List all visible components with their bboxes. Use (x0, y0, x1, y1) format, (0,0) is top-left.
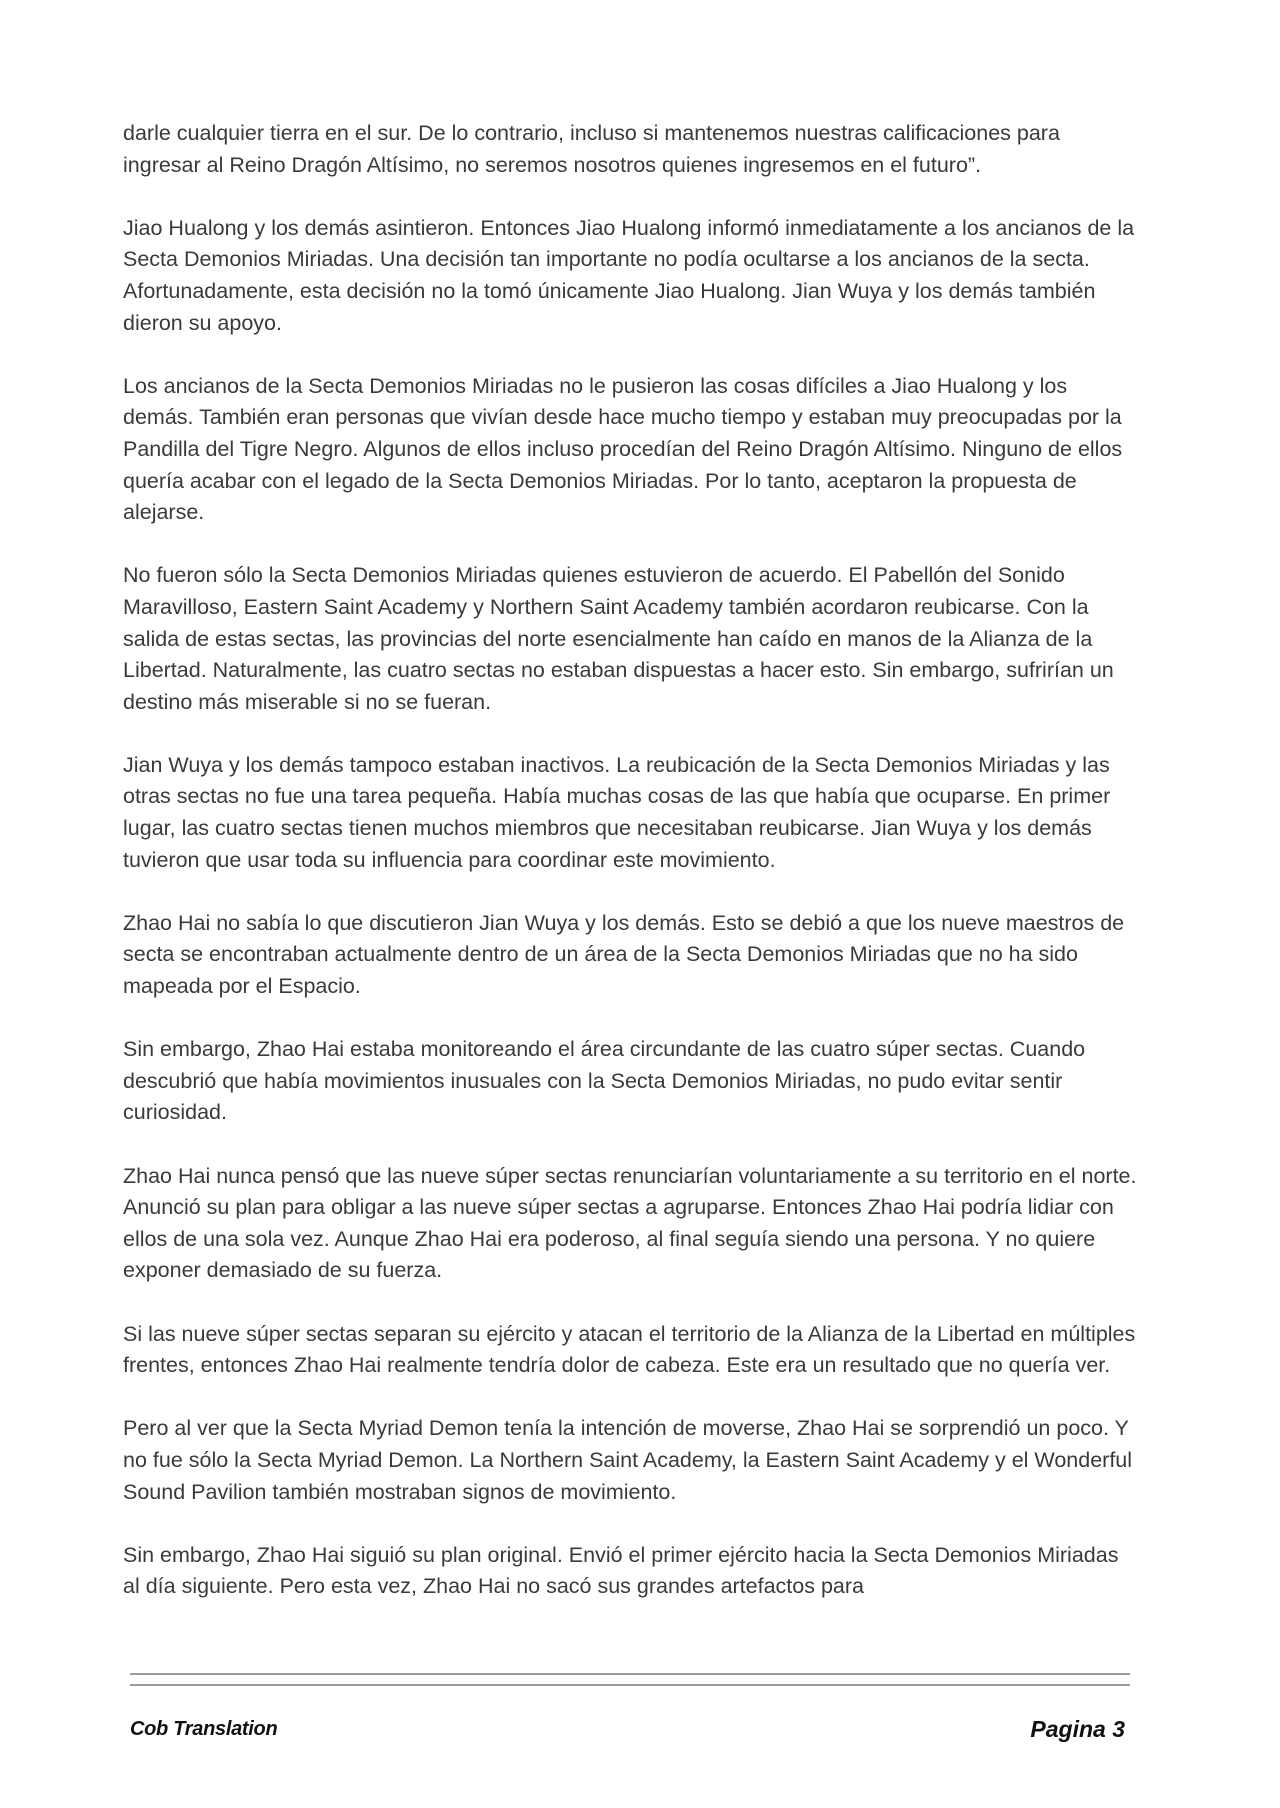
paragraph-6: Zhao Hai no sabía lo que discutieron Jian Wuya y los demás. Esto se debió a que los nueve maestros de secta se encontraban actualmente dentro de un área de la Secta Demonios Miriadas que no ha sido mapeada por el Espacio. (123, 910, 1125, 999)
paragraph-8: Zhao Hai nunca pensó que las nueve súper sectas renunciarían voluntariamente a su territorio en el norte. Anunció su plan para obligar a las nueve súper sectas a agruparse. Entonces Zhao Hai podría lidiar con ellos de una sola vez. Aunque Zhao Hai era poderoso, al final seguía siendo una persona. Y no quiere exponer demasiado de su fuerza. (123, 1163, 1137, 1283)
footer-divider-top (130, 1673, 1130, 1675)
paragraph-11: Sin embargo, Zhao Hai siguió su plan original. Envió el primer ejército hacia la Secta Demonios Miriadas al día siguiente. Pero esta vez, Zhao Hai no sacó sus grandes artefactos para (123, 1542, 1119, 1599)
paragraph-2: Jiao Hualong y los demás asintieron. Entonces Jiao Hualong informó inmediatamente a los ancianos de la Secta Demonios Miriadas. Una decisión tan importante no podía ocultarse a los ancianos de la secta. Afortunadamente, esta decisión no la tomó únicamente Jiao Hualong. Jian Wuya y los demás también dieron su apoyo. (123, 215, 1135, 335)
paragraph-4: No fueron sólo la Secta Demonios Miriadas quienes estuvieron de acuerdo. El Pabellón del Sonido Maravilloso, Eastern Saint Academy y Northern Saint Academy también acordaron reubicarse. Con la salida de estas sectas, las provincias del norte esencialmente han caído en manos de la Alianza de la Libertad. Naturalmente, las cuatro sectas no estaban dispuestas a hacer esto. Sin embargo, sufrirían un destino más miserable si no se fueran. (123, 563, 1114, 714)
footer-divider-bottom (130, 1684, 1130, 1686)
paragraph-3: Los ancianos de la Secta Demonios Miriadas no le pusieron las cosas difíciles a Jiao Hualong y los demás. También eran personas que vivían desde hace mucho tiempo y estaban muy preocupadas por la Pandilla del Tigre Negro. Algunos de ellos incluso procedían del Reino Dragón Altísimo. Ninguno de ellos quería acabar con el legado de la Secta Demonios Miriadas. Por lo tanto, aceptaron la propuesta de alejarse. (123, 373, 1123, 525)
paragraph-5: Jian Wuya y los demás tampoco estaban inactivos. La reubicación de la Secta Demonios Miriadas y las otras sectas no fue una tarea pequeña. Había muchas cosas de las que había que ocuparse. En primer lugar, las cuatro sectas tienen muchos miembros que necesitaban reubicarse. Jian Wuya y los demás tuvieron que usar toda su influencia para coordinar este movimiento. (123, 752, 1111, 872)
paragraph-10: Pero al ver que la Secta Myriad Demon tenía la intención de moverse, Zhao Hai se sorprendió un poco. Y no fue sólo la Secta Myriad Demon. La Northern Saint Academy, la Eastern Saint Academy y el Wonderful Sound Pavilion también mostraban signos de movimiento. (123, 1416, 1133, 1504)
paragraph-1: darle cualquier tierra en el sur. De lo contrario, incluso si mantenemos nuestras calificaciones para ingresar al Reino Dragón Altísimo, no seremos nosotros quienes ingresemos en el futuro”. (123, 121, 1060, 177)
footer-translator-credit: Cob Translation (130, 1718, 278, 1740)
paragraph-9: Si las nueve súper sectas separan su ejército y atacan el territorio de la Alianza de la Libertad en múltiples frentes, entonces Zhao Hai realmente tendría dolor de cabeza. Este era un resultado que no quería ver. (123, 1321, 1136, 1378)
footer-page-number: Pagina 3 (1030, 1716, 1125, 1742)
paragraph-7: Sin embargo, Zhao Hai estaba monitoreando el área circundante de las cuatro súper sectas. Cuando descubrió que había movimientos inusuales con la Secta Demonios Miriadas, no pudo evitar sentir curiosidad. (123, 1037, 1086, 1125)
document-body (123, 118, 1138, 1635)
